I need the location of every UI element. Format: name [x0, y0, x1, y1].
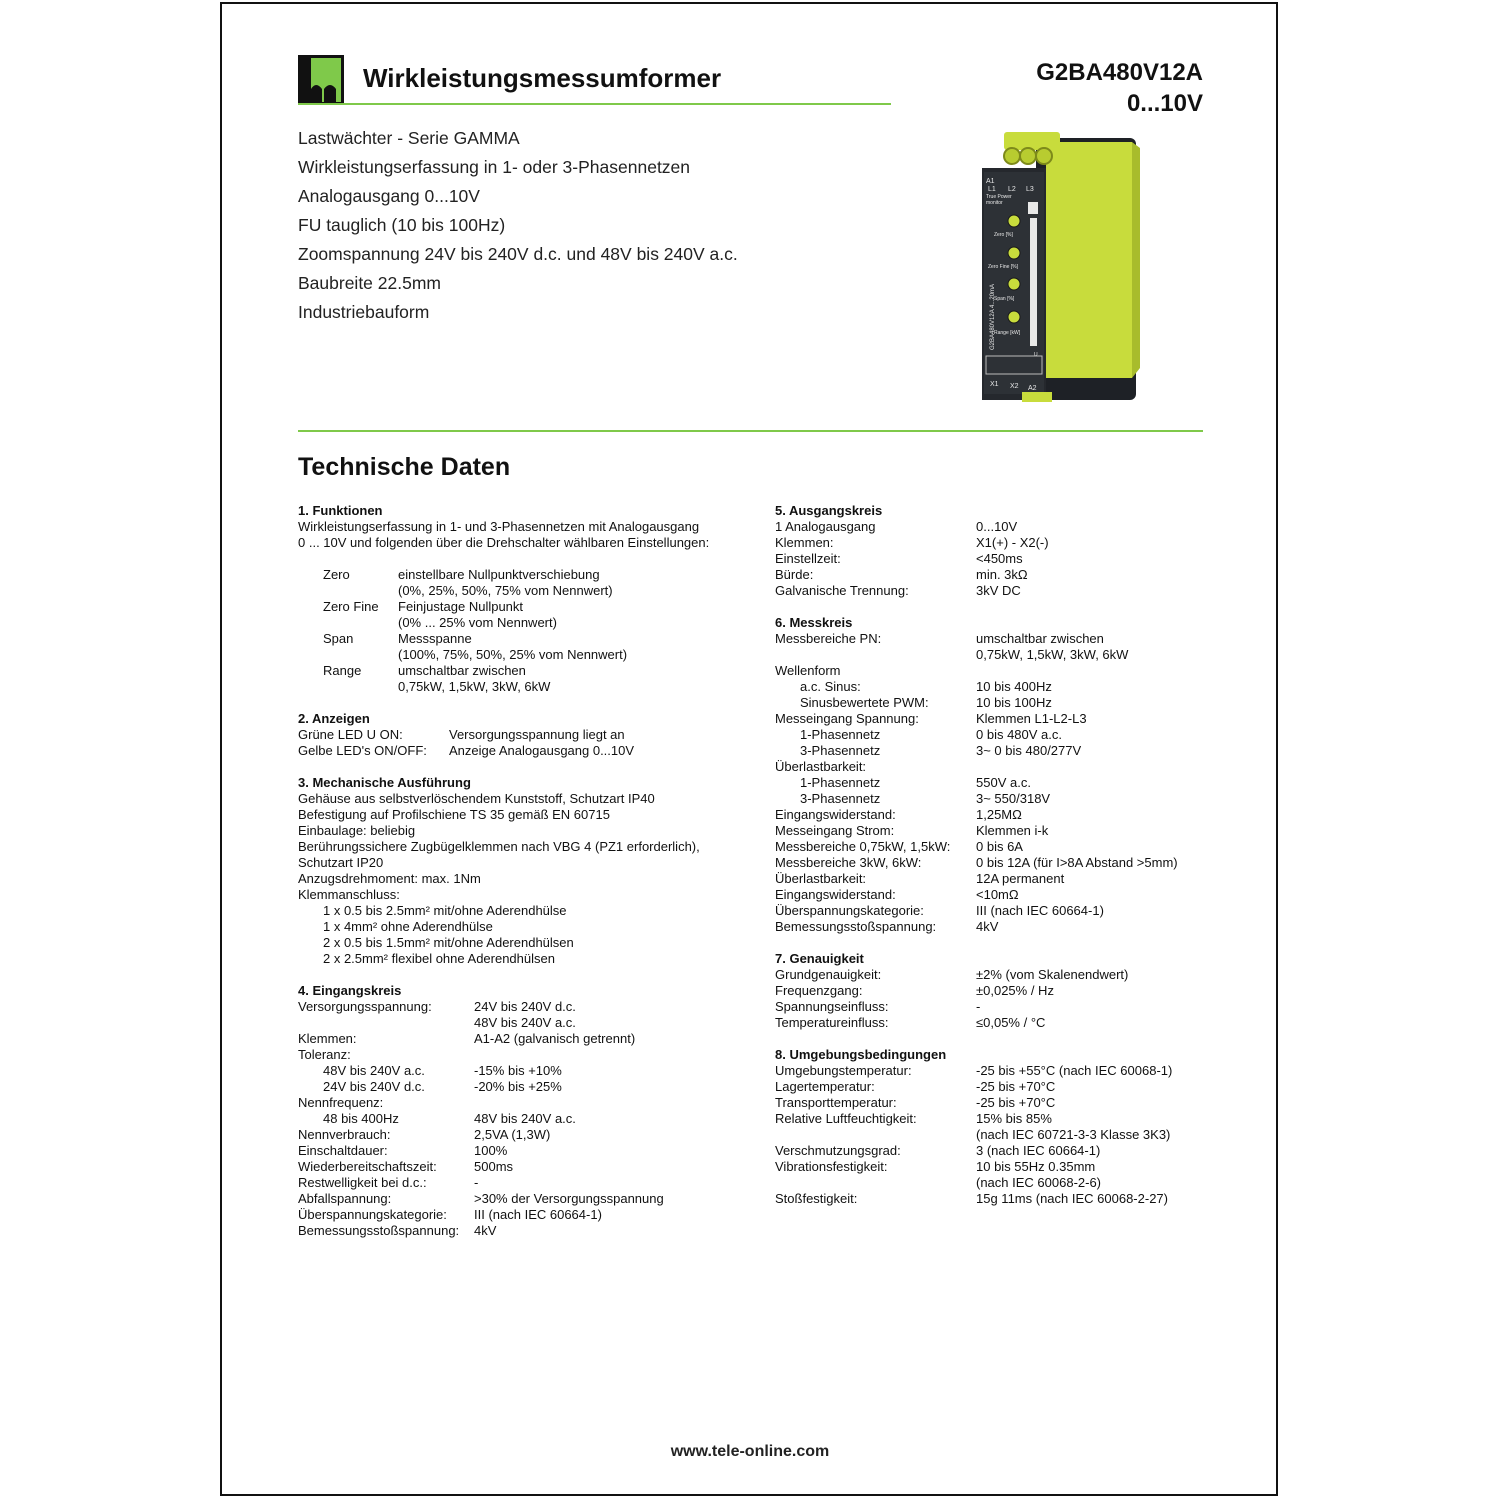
spec-key: Umgebungstemperatur: — [775, 1063, 912, 1078]
spec-row — [775, 759, 1205, 775]
spec-heading: 5. Ausgangskreis — [775, 503, 883, 518]
spec-value: 0,75kW, 1,5kW, 3kW, 6kW — [398, 679, 551, 694]
spec-row — [775, 1127, 1205, 1143]
spec-key: Relative Luftfeuchtigkeit: — [775, 1111, 917, 1126]
spec-value: 12A permanent — [976, 871, 1065, 886]
spec-value: Feinjustage Nullpunkt — [398, 599, 524, 614]
spec-value: 0...10V — [976, 519, 1018, 534]
spec-row — [298, 1063, 758, 1079]
spec-text: Gehäuse aus selbstverlöschendem Kunststoff, Schutzart IP40 — [298, 791, 655, 806]
spec-row — [775, 695, 1205, 711]
spec-row — [298, 1127, 758, 1143]
spec-row — [775, 871, 1205, 887]
spec-key: Lagertemperatur: — [775, 1079, 875, 1094]
spec-value: 4kV — [976, 919, 999, 934]
knob-label: Range [kW] — [994, 330, 1021, 336]
spec-value: -25 bis +55°C (nach IEC 60068-1) — [976, 1063, 1173, 1078]
spec-value: 500ms — [474, 1159, 514, 1174]
spec-key — [298, 583, 398, 599]
spec-value: 3~ 0 bis 480/277V — [976, 743, 1082, 758]
spec-value: (nach IEC 60068-2-6) — [976, 1175, 1102, 1190]
spec-text: Einbaulage: beliebig — [298, 823, 416, 838]
spec-row — [775, 839, 1205, 855]
spec-key: Frequenzgang: — [775, 983, 863, 998]
spec-key: Bemessungsstoßspannung: — [298, 1223, 460, 1238]
spec-value: - — [976, 999, 981, 1014]
spec-value: (0%, 25%, 50%, 75% vom Nennwert) — [398, 583, 613, 598]
feature-item: Industriebauform — [298, 302, 430, 322]
spec-key: Restwelligkeit bei d.c.: — [298, 1175, 427, 1190]
spec-key: Wellenform — [775, 663, 841, 678]
feature-item: Analogausgang 0...10V — [298, 186, 480, 206]
spec-row — [775, 1063, 1205, 1079]
spec-key: Nennfrequenz: — [298, 1095, 384, 1110]
spec-row — [775, 679, 1205, 695]
spec-value: ±0,025% / Hz — [976, 983, 1054, 998]
spec-value: ±2% (vom Skalenendwert) — [976, 967, 1129, 982]
spec-value: -20% bis +25% — [474, 1079, 562, 1094]
feature-item: FU tauglich (10 bis 100Hz) — [298, 215, 506, 235]
spec-value: 3~ 550/318V — [976, 791, 1051, 806]
device-photo — [976, 128, 1140, 406]
spec-key: Zero Fine — [323, 599, 379, 614]
spec-rows — [775, 631, 1205, 935]
spec-row — [298, 1095, 758, 1111]
spec-row — [298, 727, 758, 743]
spec-row — [775, 711, 1205, 727]
knob-label: Span [%] — [994, 296, 1015, 302]
spec-row — [775, 583, 1205, 599]
spec-section — [298, 983, 758, 1239]
spec-row — [775, 967, 1205, 983]
spec-row — [775, 855, 1205, 871]
spec-key: Klemmen: — [298, 1031, 357, 1046]
spec-row — [298, 1175, 758, 1191]
spec-value: -25 bis +70°C — [976, 1079, 1056, 1094]
spec-key: Einstellzeit: — [775, 551, 841, 566]
spec-row — [298, 647, 758, 663]
section-title: Technische Daten — [298, 453, 511, 481]
spec-key — [298, 1015, 474, 1031]
spec-value: 1,25MΩ — [976, 807, 1022, 822]
spec-heading: 4. Eingangskreis — [298, 983, 402, 998]
feature-item: Lastwächter - Serie GAMMA — [298, 128, 520, 148]
spec-value: einstellbare Nullpunktverschiebung — [398, 567, 600, 582]
spec-value: 0 bis 6A — [976, 839, 1023, 854]
spec-heading: 2. Anzeigen — [298, 711, 370, 726]
spec-key: Galvanische Trennung: — [775, 583, 909, 598]
terminal-label: A1 — [986, 178, 995, 185]
spec-key — [298, 647, 398, 663]
spec-rows — [775, 1063, 1205, 1207]
spec-key: a.c. Sinus: — [800, 679, 861, 694]
spec-row — [775, 887, 1205, 903]
spec-row — [775, 1143, 1205, 1159]
spec-text: Wirkleistungserfassung in 1- und 3-Phasennetzen mit Analogausgang — [298, 519, 700, 534]
spec-value: >30% der Versorgungsspannung — [474, 1191, 664, 1206]
spec-row — [775, 1079, 1205, 1095]
spec-rows — [775, 519, 1205, 599]
spec-heading: 7. Genauigkeit — [775, 951, 864, 966]
spec-key: Grüne LED U ON: — [298, 727, 403, 742]
spec-row — [775, 567, 1205, 583]
spec-row — [298, 631, 758, 647]
spec-key: Eingangswiderstand: — [775, 807, 896, 822]
spec-row — [298, 567, 758, 583]
spec-value: -15% bis +10% — [474, 1063, 562, 1078]
device-label: monitor — [986, 200, 1003, 206]
spec-key: Temperatureinfluss: — [775, 1015, 889, 1030]
spec-key — [298, 615, 398, 631]
spec-key: Einschaltdauer: — [298, 1143, 388, 1158]
spec-value: 2,5VA (1,3W) — [474, 1127, 551, 1142]
spec-key: Toleranz: — [298, 1047, 351, 1062]
spec-key: Messeingang Strom: — [775, 823, 895, 838]
spec-value: <450ms — [976, 551, 1023, 566]
specs-left-column — [298, 503, 758, 1255]
led-label: U — [1034, 352, 1038, 358]
spec-key: Überspannungskategorie: — [775, 903, 924, 918]
spec-value: 24V bis 240V d.c. — [474, 999, 576, 1014]
spec-key: 3-Phasennetz — [800, 743, 881, 758]
spec-row — [298, 999, 758, 1015]
spec-value: - — [474, 1175, 479, 1190]
spec-value: ≤0,05% / °C — [976, 1015, 1046, 1030]
spec-text: 2 x 0.5 bis 1.5mm² mit/ohne Aderendhülsen — [323, 935, 574, 950]
spec-key: Messbereiche 0,75kW, 1,5kW: — [775, 839, 951, 854]
spec-key — [775, 1175, 976, 1191]
spec-key: 24V bis 240V d.c. — [323, 1079, 425, 1094]
spec-text: Anzugsdrehmoment: max. 1Nm — [298, 871, 481, 886]
spec-row — [775, 727, 1205, 743]
spec-row — [775, 551, 1205, 567]
spec-value: III (nach IEC 60664-1) — [474, 1207, 602, 1222]
spec-row — [775, 1015, 1205, 1031]
spec-value: 550V a.c. — [976, 775, 1031, 790]
section-divider — [298, 430, 1203, 432]
spec-row — [775, 647, 1205, 663]
spec-key: Überlastbarkeit: — [775, 759, 867, 774]
spec-key: 1 Analogausgang — [775, 519, 876, 534]
spec-row — [775, 535, 1205, 551]
spec-row — [775, 775, 1205, 791]
spec-value: -25 bis +70°C — [976, 1095, 1056, 1110]
spec-value: 15g 11ms (nach IEC 60068-2-27) — [976, 1191, 1168, 1206]
spec-row — [298, 1047, 758, 1063]
spec-key: Verschmutzungsgrad: — [775, 1143, 901, 1158]
spec-value: (nach IEC 60721-3-3 Klasse 3K3) — [976, 1127, 1171, 1142]
spec-key: Überspannungskategorie: — [298, 1207, 447, 1222]
spec-rows — [775, 967, 1205, 1031]
footer-url: www.tele-online.com — [670, 1443, 830, 1460]
spec-text: Berührungssichere Zugbügelklemmen nach VBG 4 (PZ1 erforderlich), — [298, 839, 700, 854]
spec-key: Vibrationsfestigkeit: — [775, 1159, 888, 1174]
spec-text: 1 x 0.5 bis 2.5mm² mit/ohne Aderendhülse — [323, 903, 567, 918]
spec-row — [775, 807, 1205, 823]
spec-row — [775, 519, 1205, 535]
spec-value: umschaltbar zwischen — [398, 663, 526, 678]
spec-row — [775, 999, 1205, 1015]
spec-key: 1-Phasennetz — [800, 727, 881, 742]
spec-value: 0 bis 480V a.c. — [976, 727, 1062, 742]
spec-key: Bürde: — [775, 567, 814, 582]
spec-section — [298, 711, 758, 759]
terminal-label: A2 — [1028, 385, 1037, 392]
spec-section — [298, 503, 758, 695]
spec-row — [298, 1079, 758, 1095]
spec-value: X1(+) - X2(-) — [976, 535, 1049, 550]
spec-value: 48V bis 240V a.c. — [474, 1111, 576, 1126]
spec-row — [298, 599, 758, 615]
spec-key: Messbereiche PN: — [775, 631, 882, 646]
spec-heading: 8. Umgebungsbedingungen — [775, 1047, 947, 1062]
spec-value: 100% — [474, 1143, 508, 1158]
spec-key — [775, 647, 976, 663]
spec-section — [775, 503, 1205, 599]
spec-key: Gelbe LED's ON/OFF: — [298, 743, 427, 758]
spec-key: Transporttemperatur: — [775, 1095, 897, 1110]
feature-item: Zoomspannung 24V bis 240V d.c. und 48V bis 240V a.c. — [298, 244, 738, 264]
terminal-label: L3 — [1026, 186, 1034, 193]
spec-value: Klemmen i-k — [976, 823, 1049, 838]
spec-value: (0% ... 25% vom Nennwert) — [398, 615, 557, 630]
spec-value: Versorgungsspannung liegt an — [449, 727, 625, 742]
spec-key: 48V bis 240V a.c. — [323, 1063, 425, 1078]
feature-item: Wirkleistungserfassung in 1- oder 3-Phasennetzen — [298, 157, 691, 177]
spec-key: Range — [323, 663, 362, 678]
spec-row — [775, 631, 1205, 647]
spec-value: 10 bis 400Hz — [976, 679, 1052, 694]
spec-key — [775, 1127, 976, 1143]
spec-heading: 6. Messkreis — [775, 615, 853, 630]
spec-row — [775, 1095, 1205, 1111]
feature-list — [298, 124, 738, 327]
spec-key: Spannungseinfluss: — [775, 999, 889, 1014]
spec-heading: 3. Mechanische Ausführung — [298, 775, 471, 790]
knob-label: Zero [%] — [994, 232, 1013, 238]
spec-key: Sinusbewertete PWM: — [800, 695, 929, 710]
spec-key: Versorgungsspannung: — [298, 999, 432, 1014]
product-code-block — [1036, 57, 1203, 119]
spec-row — [775, 1191, 1205, 1207]
spec-row — [775, 1175, 1205, 1191]
spec-text: Schutzart IP20 — [298, 855, 384, 870]
spec-text: 1 x 4mm² ohne Aderendhülse — [323, 919, 493, 934]
spec-key — [298, 679, 398, 695]
spec-row — [775, 903, 1205, 919]
spec-row — [775, 919, 1205, 935]
spec-value: (100%, 75%, 50%, 25% vom Nennwert) — [398, 647, 628, 662]
spec-key: Überlastbarkeit: — [775, 871, 867, 886]
spec-row — [298, 583, 758, 599]
spec-text: 0 ... 10V und folgenden über die Drehschalter wählbaren Einstellungen: — [298, 535, 710, 550]
spec-row — [298, 743, 758, 759]
spec-section — [298, 775, 758, 967]
terminal-label: X2 — [1010, 383, 1019, 390]
spec-key: Zero — [323, 567, 350, 582]
spec-row — [298, 1143, 758, 1159]
spec-section — [775, 615, 1205, 935]
spec-row — [298, 1191, 758, 1207]
spec-key: Messeingang Spannung: — [775, 711, 919, 726]
title-divider — [298, 103, 891, 105]
spec-key: Abfallspannung: — [298, 1191, 392, 1206]
spec-key: Stoßfestigkeit: — [775, 1191, 858, 1206]
spec-value: 10 bis 100Hz — [976, 695, 1052, 710]
spec-value: 3kV DC — [976, 583, 1021, 598]
terminal-label: L1 — [988, 186, 996, 193]
spec-value: Anzeige Analogausgang 0...10V — [449, 743, 635, 758]
spec-row — [775, 983, 1205, 999]
spec-row — [775, 663, 1205, 679]
spec-row — [298, 1159, 758, 1175]
spec-row — [298, 663, 758, 679]
company-logo — [298, 55, 344, 105]
spec-section — [775, 1047, 1205, 1207]
spec-row — [775, 743, 1205, 759]
spec-row — [298, 1111, 758, 1127]
product-code: G2BA480V12A — [1036, 59, 1203, 86]
page-title: Wirkleistungsmessumformer — [363, 63, 722, 93]
spec-row — [775, 791, 1205, 807]
spec-row — [775, 1111, 1205, 1127]
spec-key: Grundgenauigkeit: — [775, 967, 882, 982]
device-label: True Power — [986, 194, 1012, 200]
spec-key: 1-Phasennetz — [800, 775, 881, 790]
spec-row — [298, 615, 758, 631]
spec-key: Span — [323, 631, 354, 646]
spec-key: Nennverbrauch: — [298, 1127, 391, 1142]
spec-row — [775, 823, 1205, 839]
spec-value: Messspanne — [398, 631, 472, 646]
spec-value: <10mΩ — [976, 887, 1019, 902]
spec-key: 3-Phasennetz — [800, 791, 881, 806]
spec-value: 15% bis 85% — [976, 1111, 1052, 1126]
spec-text: Befestigung auf Profilschiene TS 35 gemäß EN 60715 — [298, 807, 610, 822]
spec-text: 2 x 2.5mm² flexibel ohne Aderendhülsen — [323, 951, 555, 966]
spec-row — [298, 1207, 758, 1223]
spec-value: min. 3kΩ — [976, 567, 1028, 582]
knob-label: Zero Fine [%] — [988, 264, 1019, 270]
product-range: 0...10V — [1126, 90, 1203, 117]
feature-item: Baubreite 22.5mm — [298, 273, 441, 293]
spec-row — [298, 1031, 758, 1047]
spec-value: 48V bis 240V a.c. — [474, 1015, 576, 1030]
spec-value: umschaltbar zwischen — [976, 631, 1104, 646]
spec-rows — [298, 999, 758, 1239]
spec-key: Wiederbereitschaftszeit: — [298, 1159, 437, 1174]
spec-value: Klemmen L1-L2-L3 — [976, 711, 1087, 726]
spec-row — [775, 1159, 1205, 1175]
spec-row — [298, 679, 758, 695]
spec-value: 10 bis 55Hz 0.35mm — [976, 1159, 1096, 1174]
spec-key: Messbereiche 3kW, 6kW: — [775, 855, 922, 870]
spec-value: III (nach IEC 60664-1) — [976, 903, 1104, 918]
spec-value: 0,75kW, 1,5kW, 3kW, 6kW — [976, 647, 1129, 662]
spec-text: Klemmanschluss: — [298, 887, 400, 902]
spec-value: A1-A2 (galvanisch getrennt) — [474, 1031, 636, 1046]
terminal-label: L2 — [1008, 186, 1016, 193]
spec-section — [775, 951, 1205, 1031]
spec-heading: 1. Funktionen — [298, 503, 383, 518]
spec-key: 48 bis 400Hz — [323, 1111, 399, 1126]
spec-key: Eingangswiderstand: — [775, 887, 896, 902]
spec-row — [298, 1223, 758, 1239]
spec-value: 3 (nach IEC 60664-1) — [976, 1143, 1101, 1158]
spec-value: 0 bis 12A (für I>8A Abstand >5mm) — [976, 855, 1178, 870]
spec-row — [298, 1015, 758, 1031]
device-side-label: G2BA480V12A 4...20mA — [990, 283, 996, 350]
specs-right-column — [775, 503, 1205, 1223]
spec-key: Bemessungsstoßspannung: — [775, 919, 937, 934]
terminal-label: X1 — [990, 381, 999, 388]
spec-value: 4kV — [474, 1223, 497, 1238]
spec-key: Klemmen: — [775, 535, 834, 550]
